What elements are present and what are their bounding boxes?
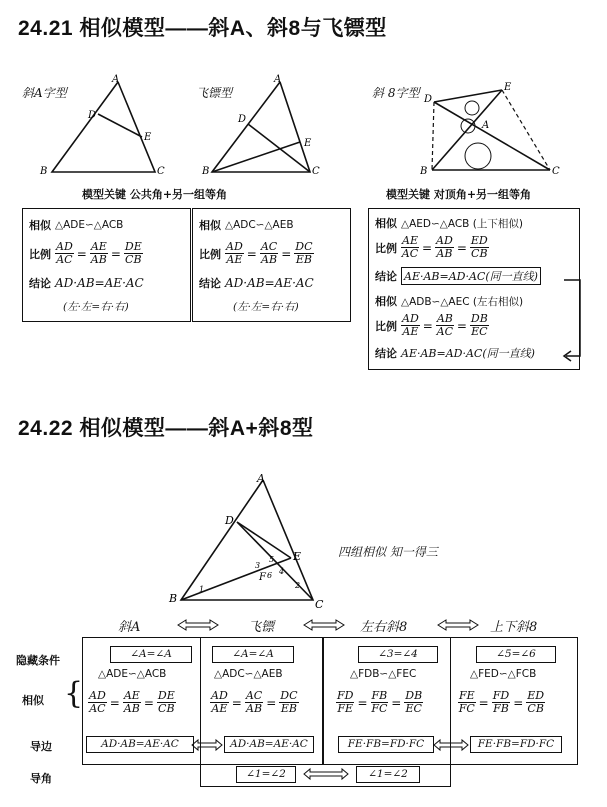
fraction (470, 313, 489, 338)
equals-sign: = (246, 246, 257, 261)
equals-sign: = (456, 318, 467, 333)
bracket-arrow (560, 272, 590, 364)
conclusion-note: (左·左=右·右) (233, 301, 299, 313)
angle-label: 4 (279, 567, 285, 576)
numerator: ED (470, 234, 488, 247)
similar-statement: △ADE∽△ACB (98, 668, 167, 680)
row-label: 隐藏条件 (16, 654, 60, 667)
fig-label: A (257, 472, 265, 485)
denominator: AE (226, 253, 243, 266)
fig-c-diagram (420, 78, 580, 188)
fraction (279, 690, 298, 715)
fraction (124, 241, 143, 266)
ratio-equation (225, 241, 314, 266)
numerator: DB (470, 312, 488, 325)
numerator: AD (436, 234, 453, 247)
denominator: AC (56, 253, 73, 266)
fraction (336, 690, 354, 715)
box-oblique-a (22, 208, 191, 322)
similar-statement: △ADB∽△AEC (左右相似) (401, 295, 524, 308)
similar-statement: △FED∽△FCB (470, 668, 537, 680)
numerator: AB (436, 312, 453, 325)
fig-b-label: A (274, 74, 282, 85)
denominator: AE (211, 702, 228, 715)
equals-sign: = (513, 695, 524, 710)
denominator: AB (123, 702, 140, 715)
denominator: FE (337, 702, 354, 715)
conclusion: AE·AB=AD·AC(同一直线) (401, 267, 541, 285)
denominator: AC (436, 325, 454, 338)
fraction (435, 235, 454, 260)
denominator: AB (436, 247, 453, 260)
fraction (492, 690, 510, 715)
similar-statement: △AED∽△ACB (上下相似) (401, 217, 523, 230)
conclusion: AE·AB=AD·AC(同一直线) (401, 347, 535, 360)
similar-statement: △FDB∽△FEC (350, 668, 417, 680)
fig-c-label: B (420, 166, 428, 177)
fraction (470, 235, 489, 260)
denominator: AE (402, 325, 419, 338)
fig-a-caption: 斜A字型 (22, 86, 67, 100)
denominator: FC (458, 702, 475, 715)
fig-a-label: D (88, 110, 97, 121)
denominator: EC (405, 702, 422, 715)
fig-b-label: B (202, 166, 210, 177)
fraction (245, 690, 263, 715)
angle-derivation: ∠1=∠2 (236, 766, 296, 783)
equals-sign: = (456, 240, 467, 255)
edge-derivation: AD·AB=AE·AC (86, 736, 194, 753)
fraction (157, 690, 176, 715)
fig-note: 四组相似 知一得三 (338, 545, 438, 559)
col-header: 上下斜8 (490, 620, 538, 635)
numerator: AE (90, 240, 107, 253)
fig-c-caption: 斜 8字型 (372, 86, 420, 100)
equals-sign: = (266, 695, 277, 710)
denominator: FB (493, 702, 509, 715)
equals-sign: = (478, 695, 489, 710)
hidden-cond: ∠A=∠A (110, 646, 192, 663)
similar-label: 相似 (375, 295, 397, 308)
conclusion-label: 结论 (375, 270, 397, 283)
angle-label: 1 (199, 585, 205, 594)
fraction (404, 690, 423, 715)
fraction (90, 241, 108, 266)
fraction (458, 690, 476, 715)
col-header: 飞镖 (248, 620, 275, 635)
ratio-equation (210, 690, 299, 715)
numerator: FB (371, 689, 388, 702)
angle-label: 5 (269, 555, 275, 564)
header-arrows (176, 616, 556, 636)
hidden-cond: ∠3=∠4 (358, 646, 438, 663)
brace: { (64, 676, 84, 711)
fig-combined-diagram (165, 470, 335, 610)
fig-c-label: E (504, 82, 512, 93)
denominator: AB (90, 253, 107, 266)
numerator: AC (260, 240, 278, 253)
fig-a-diagram (30, 72, 170, 182)
key-left: 模型关键 公共角+另一组等角 (82, 188, 228, 201)
fraction (210, 690, 229, 715)
hidden-cond: ∠A=∠A (212, 646, 294, 663)
conclusion-label: 结论 (375, 347, 397, 360)
equals-sign: = (110, 246, 121, 261)
denominator: AC (89, 702, 106, 715)
fig-label: E (293, 550, 302, 563)
fig-a-label: A (112, 74, 120, 85)
numerator: DE (157, 689, 175, 702)
equals-sign: = (421, 240, 433, 255)
equals-sign: = (143, 695, 154, 710)
conclusion-note: (左·左=右·右) (63, 301, 129, 313)
fig-label: F (259, 572, 266, 583)
ratio-equation (88, 690, 176, 715)
divider (450, 637, 451, 787)
fraction (123, 690, 141, 715)
fig-c-label: D (424, 94, 433, 105)
ratio-equation (55, 241, 143, 266)
similar-label: 相似 (375, 217, 397, 230)
col-header: 斜A (118, 620, 141, 635)
numerator: DE (124, 240, 142, 253)
ratio-label: 比例 (29, 247, 51, 261)
denominator: EB (280, 702, 297, 715)
numerator: AD (226, 240, 243, 253)
angle-label: 3 (255, 561, 261, 570)
numerator: DC (280, 689, 298, 702)
fig-b-diagram (200, 72, 340, 182)
fig-c-label: C (552, 166, 560, 177)
fig-a-label: B (40, 166, 48, 177)
denominator: AC (401, 247, 419, 260)
fraction (401, 235, 419, 260)
ratio-label: 比例 (375, 241, 397, 255)
ratio-equation (336, 690, 423, 715)
equals-sign: = (422, 318, 433, 333)
denominator: CB (471, 247, 488, 260)
equals-sign: = (76, 246, 87, 261)
angle-arrow (302, 766, 352, 784)
numerator: AE (402, 234, 418, 247)
similar-label: 相似 (199, 219, 221, 232)
key-right: 模型关键 对顶角+另一组等角 (386, 188, 532, 201)
numerator: AC (245, 689, 263, 702)
edge-derivation: AD·AB=AE·AC (224, 736, 314, 753)
similar-label: 相似 (29, 219, 51, 232)
similar-statement: △ADC∽△AEB (214, 668, 283, 680)
fig-label: B (169, 592, 178, 605)
fraction (55, 241, 74, 266)
fraction (401, 313, 420, 338)
numerator: DB (405, 689, 423, 702)
denominator: CB (527, 702, 544, 715)
fraction (371, 690, 389, 715)
denominator: CB (158, 702, 175, 715)
row-label: 导边 (30, 740, 52, 753)
edge-arrows (190, 736, 570, 756)
section1-title: 24.21 相似模型——斜A、斜8与飞镖型 (18, 17, 387, 40)
row-label: 相似 (22, 694, 44, 707)
edge-derivation: FE·FB=FD·FC (338, 736, 434, 753)
conclusion-label: 结论 (29, 277, 51, 290)
fig-b-label: D (238, 114, 247, 125)
angle-derivation: ∠1=∠2 (356, 766, 420, 783)
numerator: DC (295, 240, 313, 253)
row-label: 导角 (30, 772, 52, 785)
fig-a-label: C (157, 166, 165, 177)
denominator: EC (471, 325, 488, 338)
similar-statement: △ADE∽△ACB (55, 219, 124, 231)
numerator: FD (492, 689, 510, 702)
numerator: AD (211, 689, 228, 702)
conclusion: AD·AB=AE·AC (55, 276, 144, 290)
section2-title: 24.22 相似模型——斜A+斜8型 (18, 417, 314, 440)
fraction (88, 690, 107, 715)
denominator: AB (261, 253, 278, 266)
fig-c-label: A (482, 120, 490, 131)
ratio-equation (401, 235, 489, 260)
edge-derivation: FE·FB=FD·FC (470, 736, 562, 753)
box-dart (192, 208, 351, 322)
denominator: EB (295, 253, 312, 266)
numerator: FE (459, 689, 475, 702)
divider (200, 763, 201, 787)
numerator: AD (402, 312, 419, 325)
denominator: CB (125, 253, 142, 266)
conclusion-label: 结论 (199, 277, 221, 290)
ratio-label: 比例 (375, 319, 397, 333)
fig-b-label: C (312, 166, 320, 177)
fraction (436, 313, 454, 338)
fig-b-label: E (304, 138, 312, 149)
equals-sign: = (281, 246, 292, 261)
fraction (294, 241, 313, 266)
equals-sign: = (231, 695, 242, 710)
fig-label: D (225, 514, 234, 527)
equals-sign: = (357, 695, 368, 710)
box-oblique-8 (368, 208, 580, 370)
numerator: ED (527, 689, 545, 702)
equals-sign: = (391, 695, 402, 710)
fig-b-caption: 飞镖型 (196, 86, 233, 100)
numerator: AE (123, 689, 140, 702)
ratio-equation (458, 690, 545, 715)
ratio-label: 比例 (199, 247, 221, 261)
ratio-equation (401, 313, 489, 338)
numerator: AD (89, 689, 106, 702)
numerator: AD (56, 240, 73, 253)
divider (200, 786, 451, 787)
fraction (225, 241, 244, 266)
similar-statement: △ADC∽△AEB (225, 219, 294, 231)
denominator: FC (371, 702, 388, 715)
fig-label: C (315, 598, 324, 610)
angle-label: 2 (295, 581, 301, 590)
numerator: FD (337, 689, 354, 702)
fig-a-label: E (144, 132, 152, 143)
fraction (526, 690, 545, 715)
equals-sign: = (109, 695, 120, 710)
hidden-cond: ∠5=∠6 (476, 646, 556, 663)
angle-label: 6 (267, 571, 273, 580)
fraction (260, 241, 278, 266)
conclusion: AD·AB=AE·AC (225, 276, 314, 290)
denominator: AB (246, 702, 263, 715)
col-header: 左右斜8 (360, 620, 408, 635)
